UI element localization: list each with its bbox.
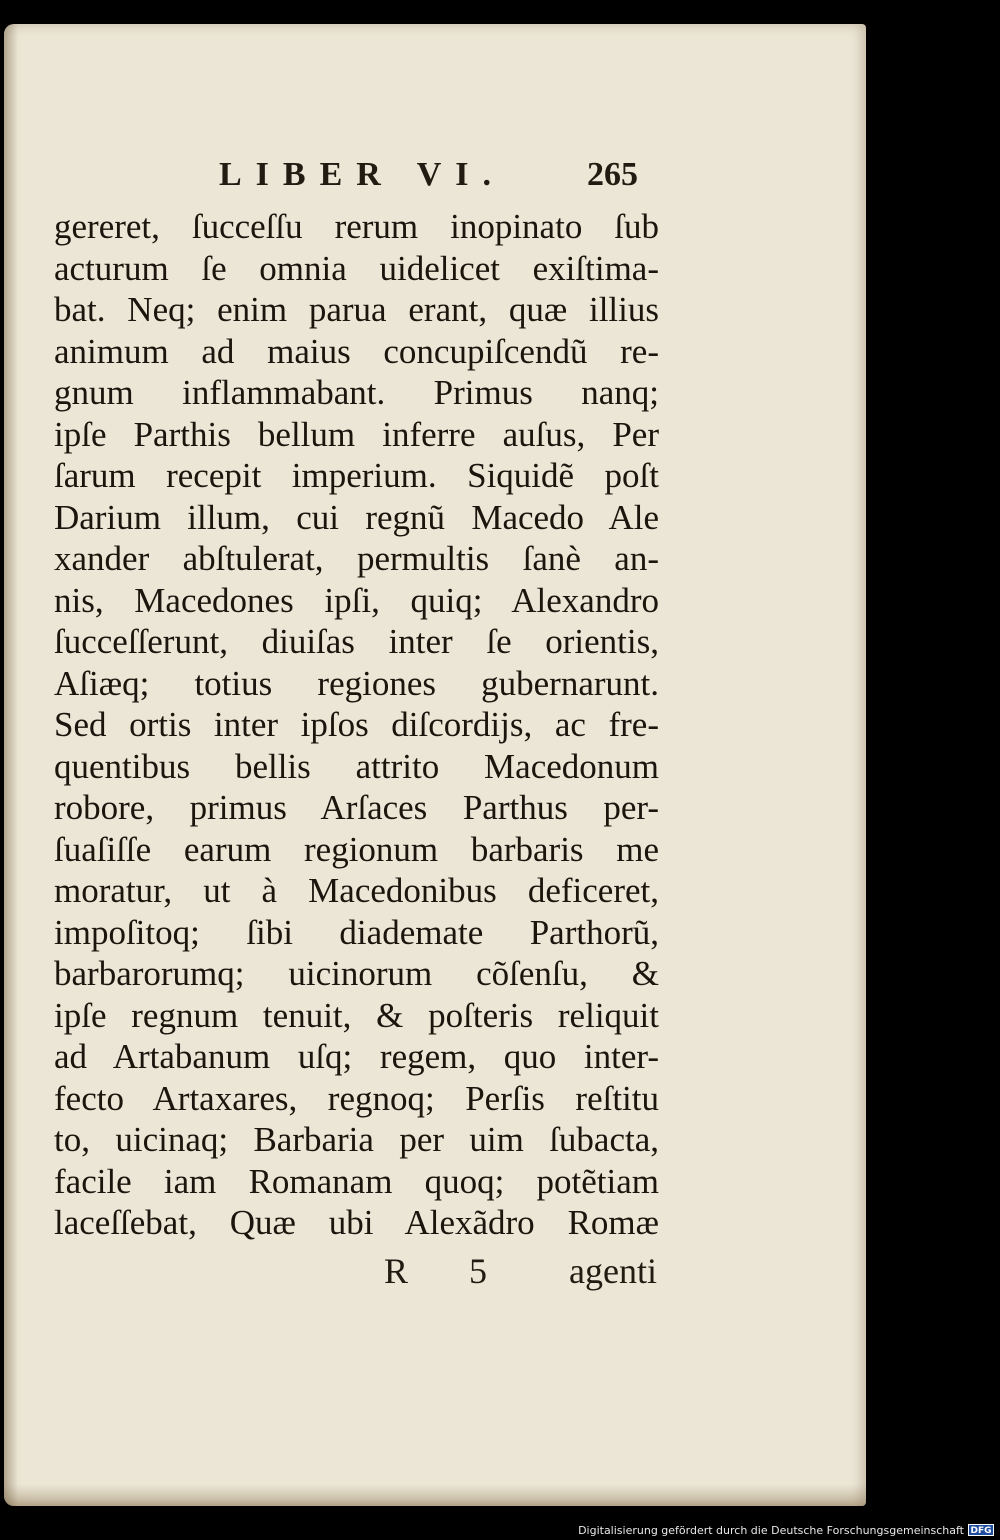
text-line: Darium illum, cui regnũ Macedo Ale [54,497,659,537]
text-line: xander abſtulerat, permultis ſanè an- [54,539,659,578]
text-line: animum ad maius concupiſcendũ re- [54,331,659,371]
text-line: ſuaſiſſe earum regionum barbaris me [54,829,659,869]
text-line: robore, primus Arſaces Parthus per- [54,788,659,827]
text-line: barbarorumq; uicinorum cõſenſu, & [54,954,659,993]
text-line: impoſitoq; ſibi diademate Parthorũ, [54,912,659,952]
text-line: ſarum recepit imperium. Siquidẽ poſt [54,456,659,495]
digitization-footer [0,1518,1000,1540]
text-line: laceſſebat, Quæ ubi Alexãdro Romæ [54,1203,659,1242]
text-line: gnum inflammabant. Primus nanq; [54,373,659,412]
text-line: gereret, ſucceſſu rerum inopinato ſub [54,207,659,246]
text-line: Sed ortis inter ipſos diſcordijs, ac fre- [54,705,659,744]
text-line: fecto Artaxares, regnoq; Perſis reſtitu [54,1078,659,1118]
funding-credit: Digitalisierung gefördert durch die Deutsche Forschungsgemeinschaft [578,1524,964,1537]
text-line: bat. Neq; enim parua erant, quæ illius [54,290,659,329]
text-line: Aſiæq; totius regiones gubernarunt. [54,663,659,703]
signature-mark: R 5 [384,1251,514,1291]
dfg-logo-icon: DFG [968,1524,994,1536]
running-head [4,152,866,198]
running-title: LIBER VI. [219,156,505,193]
text-line: nis, Macedones ipſi, quiq; Alexandro [54,580,659,620]
signature-line [4,1250,866,1296]
catchword: agenti [569,1251,657,1291]
body-text [54,206,659,1244]
text-line: quentibus bellis attrito Macedonum [54,746,659,786]
text-line: acturum ſe omnia uidelicet exiſtima- [54,248,659,288]
text-line: ipſe regnum tenuit, & poſteris reliquit [54,995,659,1035]
text-line: facile iam Romanam quoq; potẽtiam [54,1161,659,1201]
text-line: ad Artabanum uſq; regem, quo inter- [54,1037,659,1076]
text-line: ſucceſſerunt, diuiſas inter ſe orientis, [54,622,659,661]
book-page [4,24,866,1506]
text-line: moratur, ut à Macedonibus deficeret, [54,871,659,910]
text-line: ipſe Parthis bellum inferre auſus, Per [54,414,659,454]
text-line: to, uicinaq; Barbaria per uim ſubacta, [54,1120,659,1159]
page-number: 265 [587,156,638,193]
